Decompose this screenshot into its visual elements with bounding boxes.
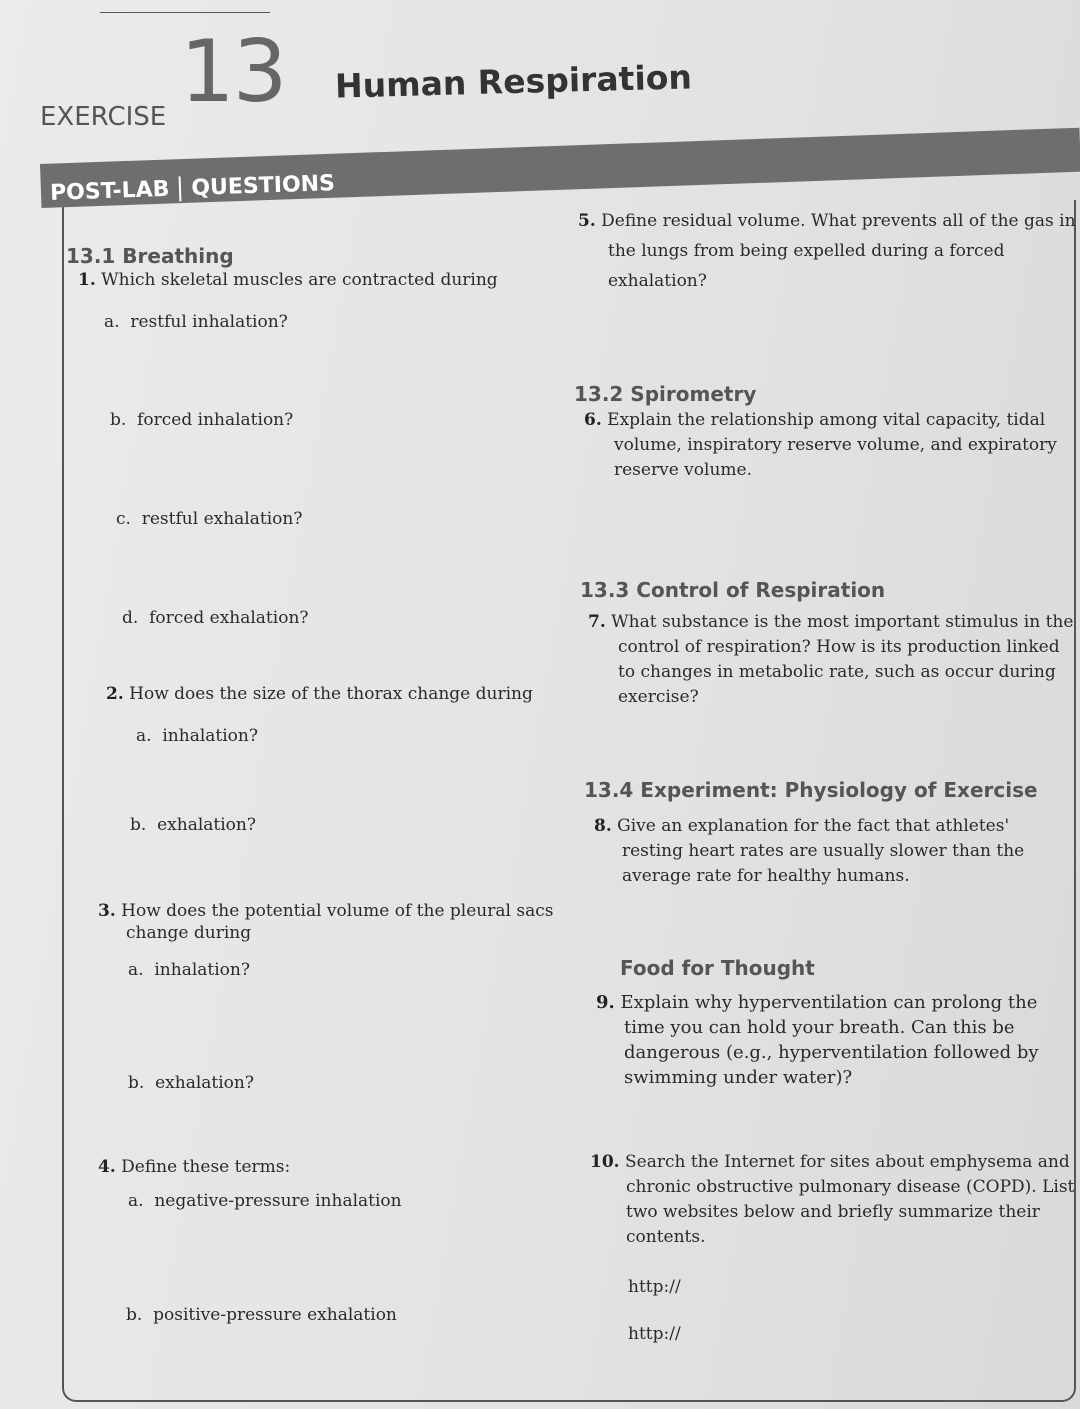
- question-10: [590, 1150, 1076, 1250]
- question-3: [98, 900, 556, 944]
- q1c: [116, 507, 302, 532]
- section-13-3: 13.3 Control of Respiration: [580, 578, 886, 602]
- section-13-1: 13.1 Breathing: [66, 244, 234, 268]
- label: b.: [128, 1073, 145, 1093]
- q-num: 8.: [594, 816, 612, 836]
- label: a.: [128, 1191, 144, 1211]
- section-food-for-thought: Food for Thought: [620, 956, 815, 980]
- text: restful inhalation?: [130, 312, 288, 332]
- question-1: [78, 268, 498, 293]
- q-num: 1.: [78, 270, 96, 290]
- heading-right: QUESTIONS: [190, 171, 336, 202]
- q-text: What substance is the most important stimulus in the control of respiration? How is its production linked to changes in metabolic rate, such as occur during exercise?: [611, 612, 1074, 707]
- divider: [100, 12, 270, 13]
- section-13-4: 13.4 Experiment: Physiology of Exercise: [584, 778, 1038, 802]
- question-6: [584, 408, 1076, 483]
- q-num: 9.: [596, 992, 615, 1013]
- text: exhalation?: [157, 815, 256, 835]
- q2b: [130, 813, 256, 838]
- q1b: [110, 408, 293, 433]
- q-text: How does the potential volume of the pleural sacs change during: [121, 901, 554, 943]
- text: restful exhalation?: [141, 509, 303, 529]
- q-text: Search the Internet for sites about emphysema and chronic obstructive pulmonary disease (COPD). List two websites below and briefly summarize their contents.: [624, 1152, 1075, 1247]
- label: b.: [130, 815, 147, 835]
- label: c.: [116, 509, 131, 529]
- q1d: [122, 606, 309, 631]
- q-text: How does the size of the thorax change during: [129, 684, 533, 704]
- text: positive-pressure exhalation: [153, 1305, 397, 1325]
- question-9: [596, 990, 1064, 1090]
- q-num: 3.: [98, 901, 116, 921]
- q-text: Which skeletal muscles are contracted during: [101, 270, 498, 290]
- q-num: 7.: [588, 612, 606, 632]
- heading-left: POST-LAB: [50, 176, 182, 206]
- label: b.: [126, 1305, 143, 1325]
- q4b: [126, 1303, 397, 1328]
- question-2: [106, 682, 533, 707]
- section-13-2: 13.2 Spirometry: [574, 382, 757, 406]
- q-num: 4.: [98, 1157, 116, 1177]
- question-8: [594, 814, 1062, 889]
- q2a: [136, 724, 258, 749]
- exercise-number: 13: [180, 22, 286, 122]
- url-line-1: http://: [628, 1277, 681, 1297]
- q-text: Explain the relationship among vital capacity, tidal volume, inspiratory reserve volume, and expiratory reserve volume.: [607, 410, 1057, 480]
- label: a.: [128, 960, 144, 980]
- question-5: [578, 206, 1078, 296]
- text: negative-pressure inhalation: [154, 1191, 402, 1211]
- q-text: Explain why hyperventilation can prolong the time you can hold your breath. Can this be dangerous (e.g., hyperventilation followed by swimming under water)?: [620, 992, 1039, 1088]
- q-text: Give an explanation for the fact that athletes' resting heart rates are usually slower than the average rate for healthy humans.: [617, 816, 1025, 886]
- q4a: [128, 1189, 402, 1214]
- q-text: Define these terms:: [121, 1157, 291, 1177]
- question-4: [98, 1155, 290, 1180]
- q-num: 5.: [578, 211, 596, 231]
- text: inhalation?: [162, 726, 258, 746]
- q3a: [128, 958, 250, 983]
- q-num: 10.: [590, 1152, 620, 1172]
- page-title: Human Respiration: [334, 57, 693, 106]
- text: inhalation?: [154, 960, 250, 980]
- label: b.: [110, 410, 127, 430]
- q1a: [104, 310, 288, 335]
- exercise-label: EXERCISE: [40, 102, 167, 132]
- label: d.: [122, 608, 139, 628]
- q-num: 6.: [584, 410, 602, 430]
- q-num: 2.: [106, 684, 124, 704]
- text: forced inhalation?: [137, 410, 294, 430]
- text: forced exhalation?: [149, 608, 309, 628]
- q3b: [128, 1071, 254, 1096]
- url-line-2: http://: [628, 1324, 681, 1344]
- question-7: [588, 610, 1076, 710]
- label: a.: [136, 726, 152, 746]
- q-text: Define residual volume. What prevents all of the gas in the lungs from being expelled during a forced exhalation?: [601, 211, 1076, 291]
- text: exhalation?: [155, 1073, 254, 1093]
- label: a.: [104, 312, 120, 332]
